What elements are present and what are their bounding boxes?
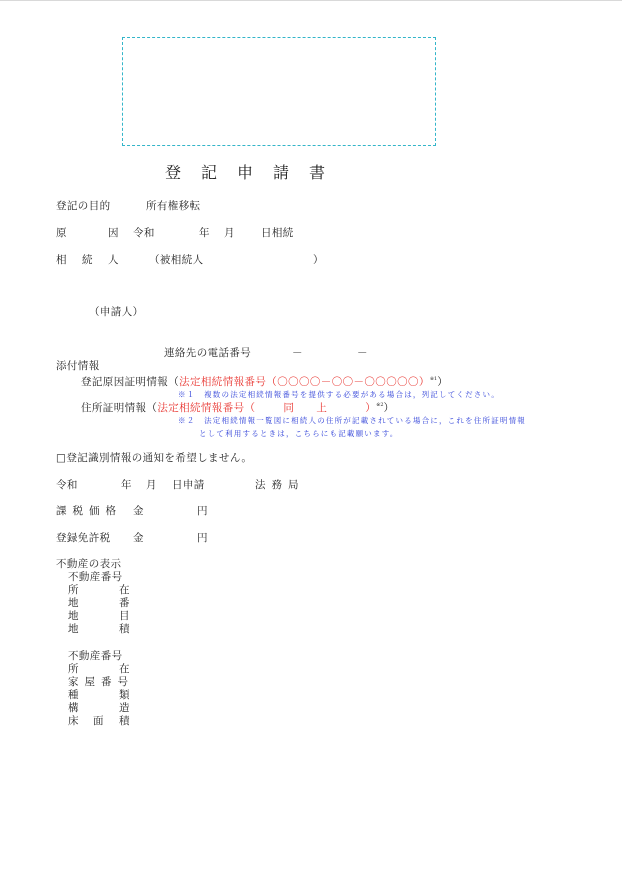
decedent-open: （被相続人 bbox=[149, 254, 204, 266]
phone-label: 連絡先の電話番号 bbox=[164, 347, 252, 359]
tax-base-prefix: 金 bbox=[133, 505, 144, 517]
footnote-2-line-1: ※２ 法定相続情報一覧図に相続人の住所が記載されている場合に，これを住所証明情報 bbox=[178, 416, 526, 425]
land-property-number: 不動産番号 bbox=[68, 571, 123, 583]
attachments-heading: 添付情報 bbox=[56, 360, 100, 372]
building-location-b: 在 bbox=[119, 663, 130, 675]
attachment-item-2 bbox=[81, 399, 394, 415]
attachment-item-1-close: ） bbox=[437, 376, 449, 388]
attachment-item-2-label: 住所証明情報（ bbox=[81, 402, 158, 414]
property-heading: 不動産の表示 bbox=[56, 558, 122, 570]
building-floor-area-b: 面 bbox=[93, 715, 104, 727]
inheritance-info-number-2-a: 法定相続情報番号（ bbox=[157, 402, 256, 414]
same-as-above-2: 上 bbox=[316, 402, 328, 414]
footnote-2-line-2: として利用するときは，こちらにも記載願います。 bbox=[199, 429, 399, 438]
land-area-a: 地 bbox=[68, 623, 79, 635]
purpose-value: 所有権移転 bbox=[146, 200, 201, 212]
document-title: 登記申請書 bbox=[165, 163, 346, 182]
land-area-b: 積 bbox=[119, 623, 130, 635]
footnote-ref-1: ※1 bbox=[429, 376, 438, 382]
applicant-label: （申請人） bbox=[89, 306, 144, 318]
cause-year: 年 bbox=[199, 227, 210, 239]
decedent-close: ） bbox=[313, 254, 324, 266]
building-structure-a: 構 bbox=[68, 702, 79, 714]
cause-label-b: 因 bbox=[108, 227, 119, 239]
phone-dash-1: － bbox=[292, 347, 303, 359]
registration-tax-prefix: 金 bbox=[133, 532, 144, 544]
application-era: 令和 bbox=[56, 479, 78, 491]
building-type-a: 種 bbox=[68, 689, 79, 701]
footnote-ref-2: ※2 bbox=[376, 402, 384, 408]
land-location-b: 在 bbox=[119, 584, 130, 596]
footnote-1: ※１ 複数の法定相続情報番号を提供する必要がある場合は，列記してください。 bbox=[178, 390, 500, 399]
application-day: 日申請 bbox=[172, 479, 205, 491]
attachment-item-2-close: ） bbox=[383, 402, 395, 414]
heir-label-a: 相 bbox=[56, 254, 67, 266]
land-location-a: 所 bbox=[68, 584, 79, 596]
building-house-number: 家屋番号 bbox=[68, 676, 134, 688]
building-type-b: 類 bbox=[119, 689, 130, 701]
cause-day: 日相続 bbox=[261, 227, 294, 239]
same-as-above-1: 同 bbox=[283, 402, 295, 414]
building-floor-area-a: 床 bbox=[68, 715, 79, 727]
building-property-number: 不動産番号 bbox=[68, 650, 123, 662]
cause-month: 月 bbox=[224, 227, 235, 239]
inheritance-info-number-2 bbox=[157, 402, 376, 414]
building-location-a: 所 bbox=[68, 663, 79, 675]
land-category-b: 目 bbox=[119, 610, 130, 622]
cause-era: 令和 bbox=[133, 227, 155, 239]
land-lot-a: 地 bbox=[68, 597, 79, 609]
attachment-item-1 bbox=[81, 373, 448, 389]
land-category-a: 地 bbox=[68, 610, 79, 622]
registration-tax-label: 登録免許税 bbox=[56, 532, 111, 544]
phone-dash-2: － bbox=[357, 347, 368, 359]
heir-label-b: 続 bbox=[82, 254, 93, 266]
top-border-line bbox=[0, 0, 622, 1]
attachment-item-1-label: 登記原因証明情報（ bbox=[81, 376, 180, 388]
land-lot-b: 番 bbox=[119, 597, 130, 609]
building-structure-b: 造 bbox=[119, 702, 130, 714]
inheritance-info-number-2-close: ） bbox=[365, 402, 377, 414]
notice-checkbox-text[interactable]: □登記識別情報の通知を希望しません。 bbox=[56, 452, 253, 464]
application-year: 年 bbox=[121, 479, 132, 491]
inheritance-info-number-1: 法定相続情報番号（〇〇〇〇－〇〇－〇〇〇〇〇） bbox=[179, 376, 430, 388]
tax-base-label: 課税価格 bbox=[56, 505, 122, 517]
purpose-label: 登記の目的 bbox=[56, 200, 111, 212]
cause-label-a: 原 bbox=[56, 227, 67, 239]
building-floor-area-c: 積 bbox=[119, 715, 130, 727]
heir-label-c: 人 bbox=[108, 254, 119, 266]
revenue-stamp-area bbox=[122, 37, 436, 146]
application-month: 月 bbox=[146, 479, 157, 491]
legal-affairs-bureau: 法務局 bbox=[255, 479, 305, 491]
registration-tax-unit: 円 bbox=[197, 532, 208, 544]
tax-base-unit: 円 bbox=[197, 505, 208, 517]
